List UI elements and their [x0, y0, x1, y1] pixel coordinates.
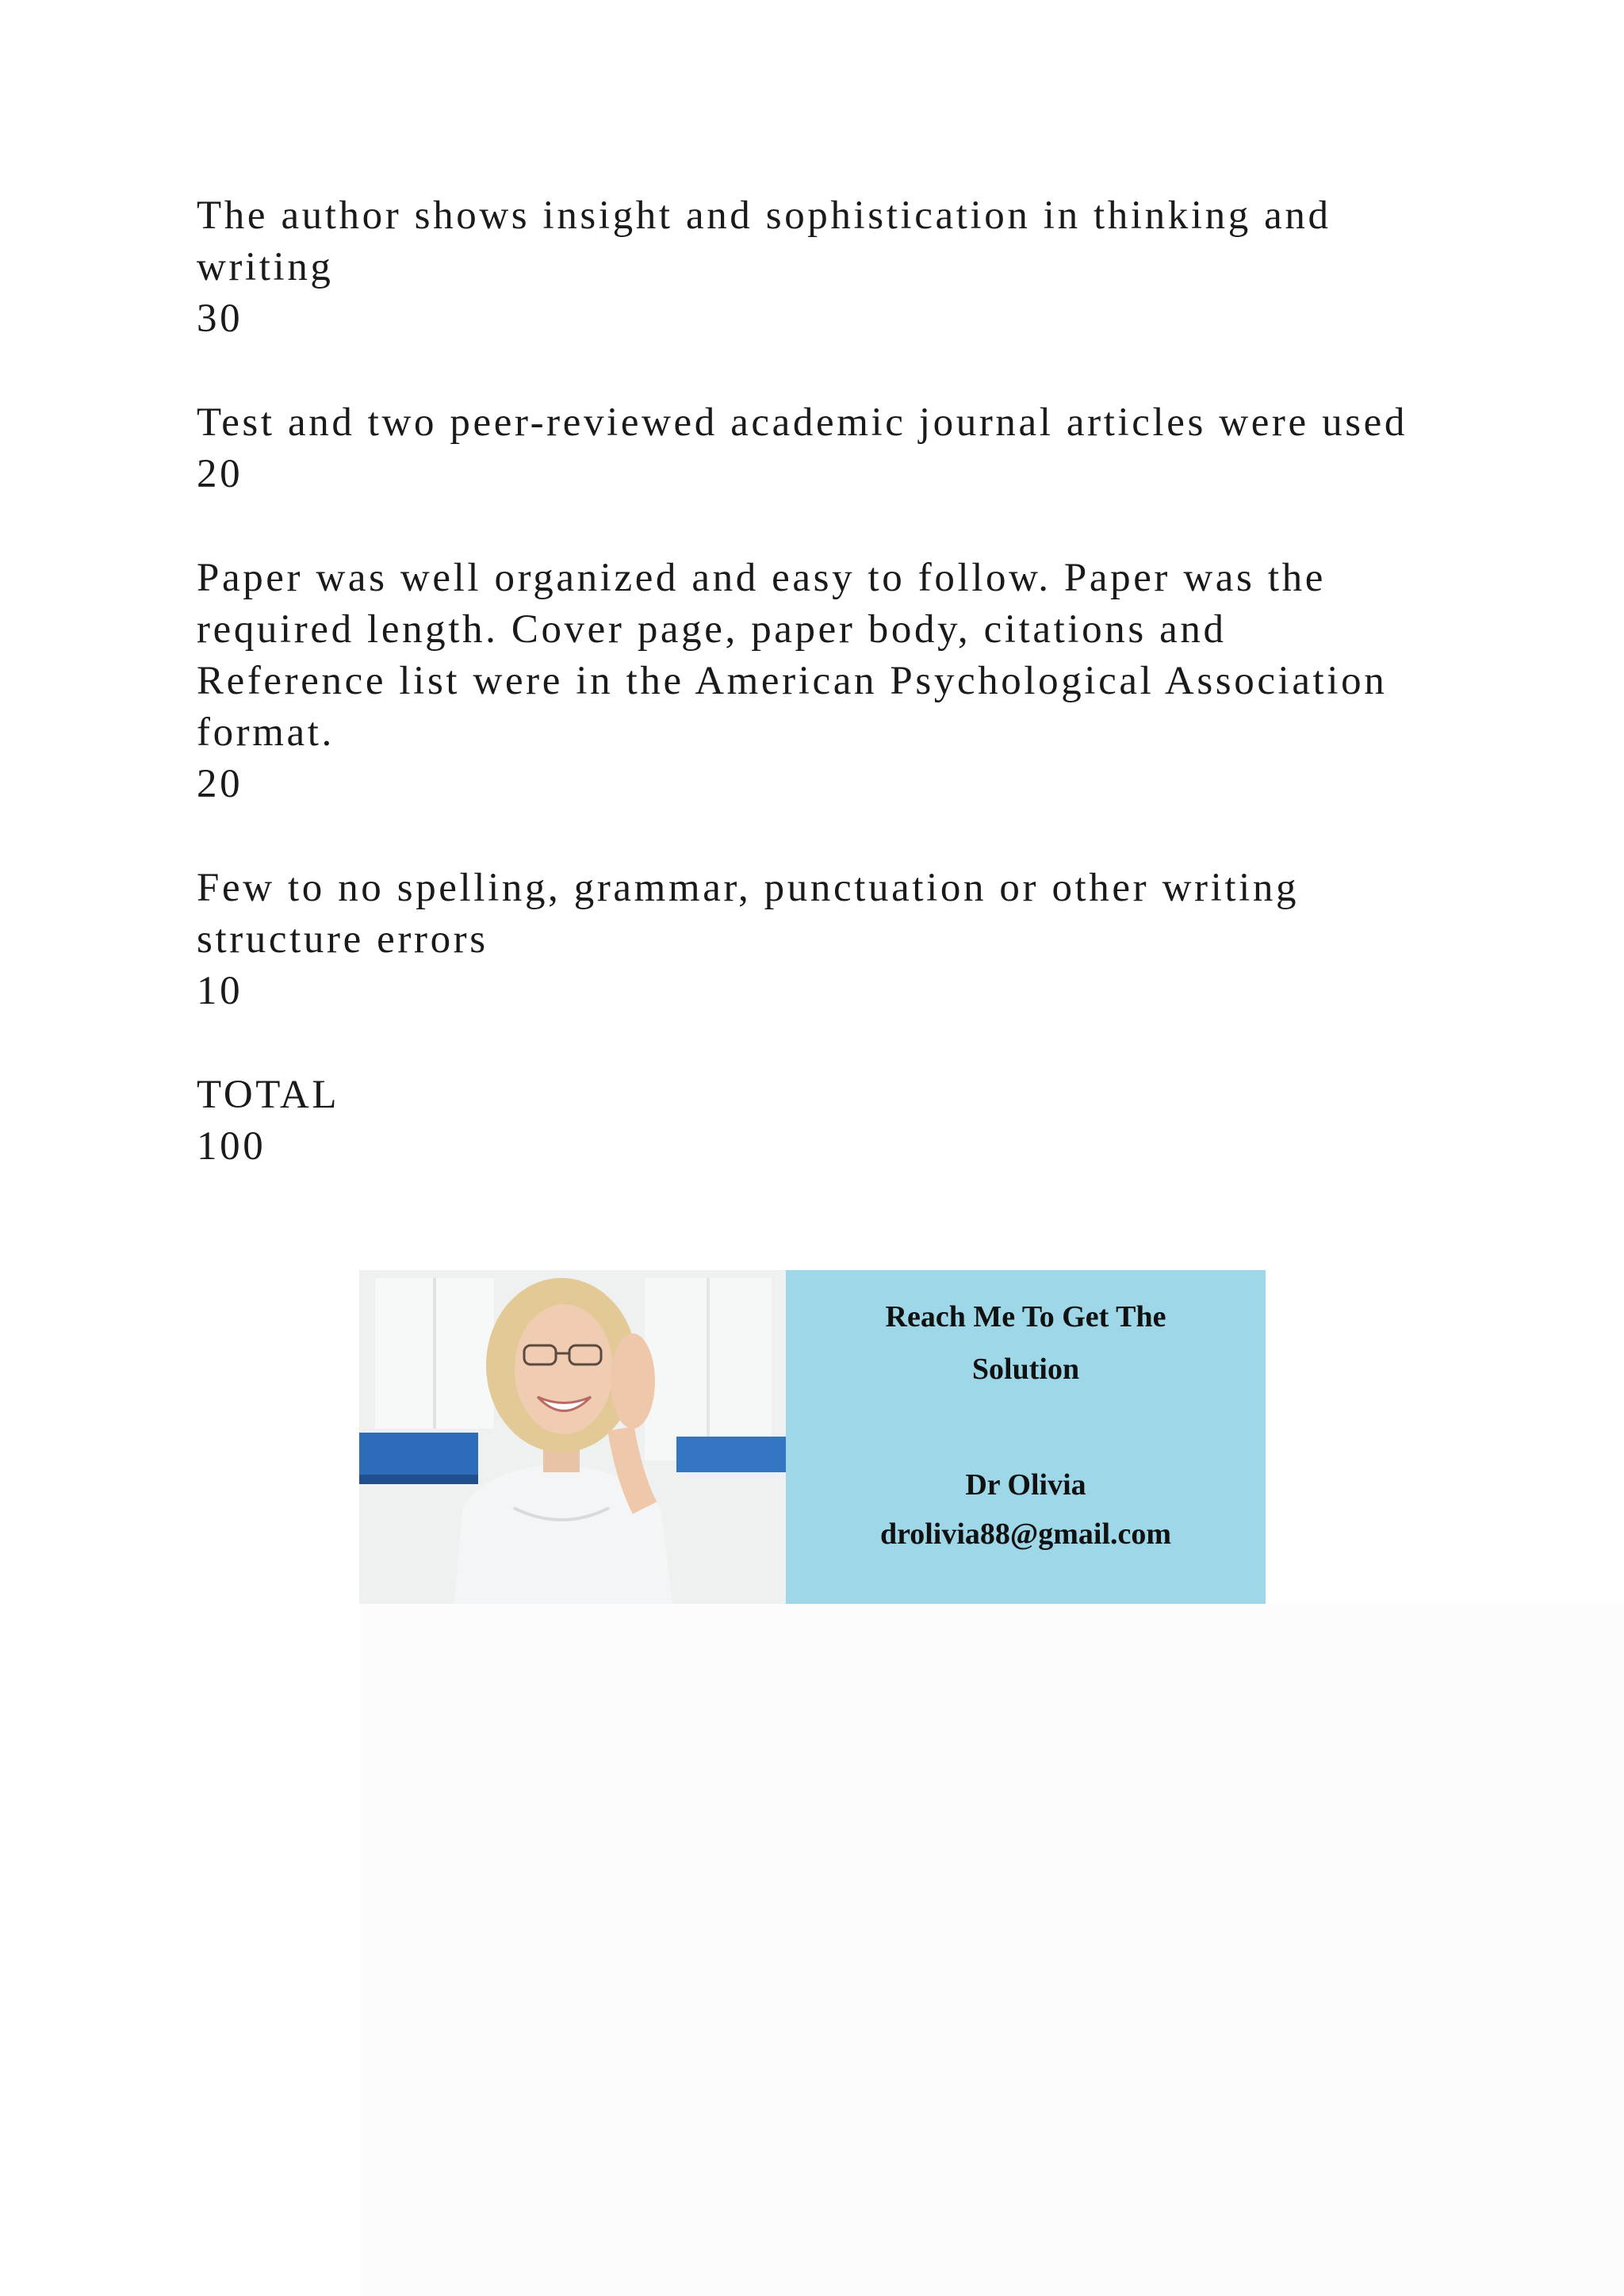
rubric-list [197, 190, 1450, 1225]
criterion-text: Paper was well organized and easy to follow. Paper was the [197, 556, 1326, 600]
rubric-total [197, 1070, 1450, 1173]
criterion-text: Reference list were in the American Psychological Association [197, 659, 1388, 703]
contact-panel [786, 1270, 1266, 1604]
criterion-text: writing [197, 245, 334, 289]
total-label: TOTAL [197, 1073, 340, 1117]
rubric-item [197, 190, 1450, 345]
rubric-item [197, 553, 1450, 810]
total-points: 100 [197, 1124, 266, 1169]
contact-banner [359, 1270, 1266, 1604]
criterion-text: The author shows insight and sophistication in thinking and [197, 193, 1331, 238]
rubric-item [197, 863, 1450, 1017]
banner-headline: Reach Me To Get The [885, 1300, 1166, 1334]
criterion-text: Test and two peer-reviewed academic journal articles were used [197, 400, 1408, 445]
photo-illustration [359, 1270, 786, 1604]
page-background-region [359, 1604, 1624, 2296]
criterion-text: structure errors [197, 917, 488, 962]
criterion-text: format. [197, 710, 335, 755]
criterion-points: 10 [197, 969, 243, 1013]
banner-headline-2: Solution [971, 1353, 1080, 1386]
criterion-text: required length. Cover page, paper body, citations and [197, 607, 1227, 652]
woman-photo-image [359, 1270, 786, 1604]
contact-email: drolivia88@gmail.com [879, 1517, 1172, 1551]
criterion-points: 20 [197, 452, 243, 496]
criterion-points: 20 [197, 762, 243, 806]
rubric-item [197, 397, 1450, 500]
criterion-text: Few to no spelling, grammar, punctuation or other writing [197, 866, 1300, 910]
contact-name: Dr Olivia [965, 1468, 1086, 1502]
criterion-points: 30 [197, 297, 243, 341]
